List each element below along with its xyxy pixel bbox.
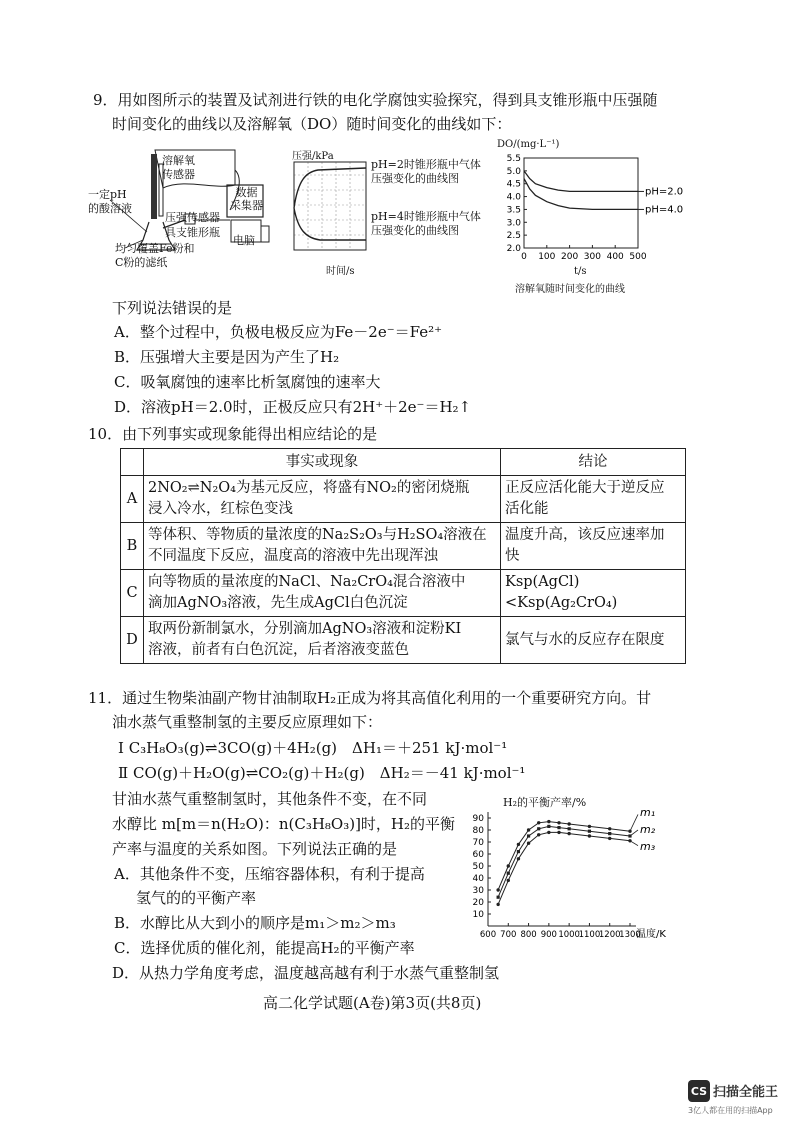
- pressure-label-ph2-2: 压强变化的曲线图: [371, 172, 459, 185]
- data-point: [608, 832, 611, 835]
- header-blank: [121, 449, 144, 476]
- series-label: m₂: [640, 823, 656, 836]
- q10-table: [120, 448, 686, 664]
- conclusion-line: 活化能: [505, 501, 549, 517]
- pressure-curve-ph2: [294, 168, 366, 208]
- x-tick-label: 1000: [558, 930, 580, 940]
- pressure-label-ph4-2: 压强变化的曲线图: [371, 224, 459, 237]
- data-point: [608, 827, 611, 830]
- q11-option-d: D．从热力学角度考虑，温度越高越有利于水蒸气重整制氢: [112, 964, 500, 982]
- q11-stem-line1: 11．通过生物柴油副产物甘油制取H₂正成为将其高值化利用的一个重要研究方向。甘: [88, 689, 652, 707]
- x-tick-label: 500: [629, 252, 647, 262]
- y-tick-label: 3.5: [506, 205, 521, 216]
- watermark-name: 扫描全能王: [713, 1085, 779, 1100]
- do-sensor-label-2: 传感器: [162, 168, 195, 181]
- do-chart-caption: 溶解氧随时间变化的曲线: [515, 284, 625, 295]
- x-tick-label: 1200: [598, 930, 621, 940]
- series-label: m₁: [640, 808, 656, 820]
- y-tick-label: 50: [472, 862, 484, 872]
- row-label: B: [121, 523, 144, 570]
- acid-label-2: 的酸溶液: [88, 202, 132, 215]
- x-tick-label: 400: [606, 252, 624, 262]
- y-tick-label: 4.0: [506, 192, 521, 203]
- pressure-chart: [290, 160, 370, 256]
- data-point: [496, 903, 499, 906]
- y-tick-label: 40: [472, 874, 484, 884]
- data-collector-label-1: 数据: [235, 186, 258, 199]
- q11-body-line1: 甘油水蒸气重整制氢时，其他条件不变，在不同: [112, 790, 428, 808]
- conclusion-line: 温度升高，该反应速率加: [505, 527, 665, 543]
- data-point: [507, 879, 510, 882]
- x-tick-label: 100: [538, 252, 556, 262]
- yield-chart-ylabel: H₂的平衡产率/%: [503, 796, 587, 809]
- y-tick-label: 90: [472, 814, 484, 824]
- conclusion-cell: [501, 523, 686, 570]
- series-label: m₃: [640, 839, 656, 853]
- data-point: [588, 834, 591, 837]
- pressure-sensor-label: 压强传感器: [165, 211, 220, 224]
- x-tick-label: 800: [520, 930, 537, 940]
- data-point: [497, 896, 500, 899]
- data-collector-label: [230, 186, 263, 212]
- data-point: [608, 837, 611, 840]
- fact-line: 等体积、等物质的量浓度的Na₂S₂O₃与H₂SO₄溶液在: [148, 527, 487, 543]
- computer-label: 电脑: [233, 234, 255, 247]
- y-tick-label: 10: [472, 910, 484, 920]
- q9-stem-line2: 时间变化的曲线以及溶解氧（DO）随时间变化的曲线如下：: [112, 115, 512, 133]
- conclusion-line: 氯气与水的反应存在限度: [505, 631, 665, 648]
- data-point: [537, 833, 540, 836]
- x-tick-label: 1100: [578, 930, 601, 940]
- flask-label: 具支锥形瓶: [165, 226, 220, 239]
- series-label: pH=2.0: [645, 186, 684, 198]
- conclusion-line: 快: [505, 548, 520, 564]
- fact-line: 浸入冷水，红棕色变浅: [148, 501, 293, 517]
- q11-option-b: B．水醇比从大到小的顺序是m₁＞m₂＞m₃: [114, 914, 396, 932]
- table-row: [121, 570, 686, 617]
- q10-stem: 10．由下列事实或现象能得出相应结论的是: [88, 425, 378, 443]
- y-tick-label: 60: [472, 850, 484, 860]
- do-sensor-label: [162, 154, 195, 182]
- row-label: D: [121, 617, 144, 664]
- row-label: C: [121, 570, 144, 617]
- data-point: [547, 825, 550, 828]
- q9-option-d: D．溶液pH＝2.0时，正极反应只有2H⁺＋2e⁻＝H₂↑: [114, 398, 472, 416]
- y-tick-label: 2.0: [506, 244, 521, 254]
- y-tick-label: 5.0: [506, 166, 521, 177]
- y-tick-label: 30: [472, 886, 484, 896]
- fact-line: 2NO₂⇌N₂O₄为基元反应，将盛有NO₂的密闭烧瓶: [148, 480, 470, 496]
- fact-line: 不同温度下反应，温度高的溶液中先出现浑浊: [148, 548, 438, 564]
- table-row: [121, 476, 686, 523]
- series-leader: [630, 814, 638, 831]
- y-tick-label: 5.5: [506, 154, 521, 164]
- do-plot-frame: [524, 158, 638, 248]
- fact-line: 取两份新制氯水，分别滴加AgNO₃溶液和淀粉KI: [148, 621, 462, 637]
- data-point: [557, 831, 560, 834]
- x-tick-label: 700: [500, 930, 517, 940]
- data-point: [517, 850, 520, 853]
- x-tick-label: 0: [521, 252, 527, 262]
- q11-reaction-2: Ⅱ CO(g)＋H₂O(g)⇌CO₂(g)＋H₂(g) ΔH₂＝－41 kJ·mol⁻¹: [118, 764, 526, 782]
- page-footer: 高二化学试题(A卷)第3页(共8页): [263, 994, 482, 1012]
- filter-paper-label-1: 均匀覆盖Fe粉和: [115, 242, 195, 255]
- pressure-label-ph2-1: pH=2时锥形瓶中气体: [371, 158, 481, 171]
- pressure-chart-xlabel: 时间/s: [326, 266, 355, 277]
- data-point: [537, 827, 540, 830]
- q10-table-header: [121, 449, 686, 476]
- pressure-label-ph4-1: pH=4时锥形瓶中气体: [371, 210, 481, 223]
- header-fact: 事实或现象: [144, 449, 501, 476]
- fact-cell: [144, 523, 501, 570]
- table-row: [121, 617, 686, 664]
- data-point: [567, 822, 570, 825]
- conclusion-line: 正反应活化能大于逆反应: [505, 480, 665, 496]
- data-point: [527, 828, 530, 831]
- y-tick-label: 2.5: [506, 231, 521, 242]
- do-chart: [492, 150, 692, 290]
- fact-line: 向等物质的量浓度的NaCl、Na₂CrO₄混合溶液中: [148, 574, 466, 590]
- pressure-label-ph2: [371, 158, 481, 186]
- camscanner-logo-icon: CS: [688, 1080, 710, 1102]
- q11-option-c: C．选择优质的催化剂，能提高H₂的平衡产率: [114, 939, 415, 957]
- fact-cell: [144, 617, 501, 664]
- fact-line: 溶液，前者有白色沉淀，后者溶液变蓝色: [148, 642, 409, 658]
- pressure-label-ph4: [371, 210, 481, 238]
- q11-reaction-1: Ⅰ C₃H₈O₃(g)⇌3CO(g)＋4H₂(g) ΔH₁＝＋251 kJ·mol⁻¹: [118, 739, 508, 757]
- filter-paper-label-2: C粉的滤纸: [115, 256, 168, 269]
- acid-label-1: 一定pH: [88, 188, 127, 201]
- row-label: A: [121, 476, 144, 523]
- do-chart-ylabel: DO/(mg·L⁻¹): [497, 139, 560, 150]
- x-tick-label: 900: [540, 930, 557, 940]
- data-point: [537, 821, 540, 824]
- watermark-tagline: 3亿人都在用的扫描App: [688, 1106, 773, 1115]
- data-point: [567, 832, 570, 835]
- data-point: [496, 888, 499, 891]
- data-point: [547, 820, 550, 823]
- conclusion-cell: [501, 570, 686, 617]
- y-tick-label: 4.5: [506, 179, 521, 190]
- q9-option-b: B．压强增大主要是因为产生了H₂: [114, 348, 340, 366]
- x-tick-label: 300: [583, 252, 601, 262]
- q11-body-line2: 水醇比 m[m＝n(H₂O)：n(C₃H₈O₃)]时，H₂的平衡: [112, 815, 456, 833]
- data-point: [568, 827, 571, 830]
- data-point: [628, 839, 631, 842]
- q11-option-a-cont: 氢气的的平衡产率: [136, 889, 257, 907]
- fact-cell: [144, 570, 501, 617]
- series-label: pH=4.0: [645, 204, 684, 216]
- series-leader: [630, 841, 638, 846]
- data-point: [517, 857, 520, 860]
- fact-line: 滴加AgNO₃溶液，先生成AgCl白色沉淀: [148, 595, 408, 611]
- data-point: [527, 834, 530, 837]
- y-tick-label: 80: [472, 826, 484, 836]
- conclusion-cell: [501, 476, 686, 523]
- data-point: [507, 864, 510, 867]
- data-point: [628, 830, 631, 833]
- x-tick-label: 1300: [619, 930, 641, 940]
- data-point: [527, 842, 530, 845]
- data-point: [557, 826, 560, 829]
- q11-option-a: A．其他条件不变，压缩容器体积，有利于提高: [114, 865, 425, 883]
- header-conclusion: 结论: [501, 449, 686, 476]
- q9-option-a: A．整个过程中，负极电极反应为Fe－2e⁻＝Fe²⁺: [114, 323, 443, 341]
- data-point: [588, 825, 591, 828]
- q11-body-line3: 产率与温度的关系如图。下列说法正确的是: [112, 840, 398, 858]
- y-tick-label: 3.0: [506, 218, 521, 229]
- q9-stem-line1: 9．用如图所示的装置及试剂进行铁的电化学腐蚀实验探究，得到具支锥形瓶中压强随: [93, 91, 658, 109]
- data-point: [588, 830, 591, 833]
- conclusion-line: Ksp(AgCl)<Ksp(Ag₂CrO₄): [505, 574, 618, 611]
- fact-cell: [144, 476, 501, 523]
- do-series-line: [524, 179, 638, 210]
- yield-chart: [460, 808, 690, 948]
- yield-series-line: [498, 822, 630, 890]
- data-point: [517, 843, 520, 846]
- conclusion-cell: [501, 617, 686, 664]
- data-collector-label-2: 采集器: [230, 199, 263, 212]
- x-tick-label: 200: [561, 252, 579, 262]
- do-series-line: [524, 171, 638, 192]
- q9-prompt: 下列说法错误的是: [112, 299, 233, 317]
- data-point: [507, 872, 510, 875]
- data-point: [547, 831, 550, 834]
- table-row: [121, 523, 686, 570]
- x-tick-label: 600: [479, 930, 497, 940]
- yield-chart-xlabel: 温度/K: [636, 929, 666, 940]
- q11-stem-line2: 油水蒸气重整制氢的主要反应原理如下：: [112, 713, 383, 731]
- do-sensor-label-1: 溶解氧: [162, 154, 195, 167]
- acid-label: [88, 188, 132, 216]
- y-tick-label: 20: [472, 898, 484, 908]
- do-chart-xlabel: t/s: [574, 266, 587, 277]
- q9-option-c: C．吸氧腐蚀的速率比析氢腐蚀的速率大: [114, 373, 381, 391]
- filter-paper-label: [115, 242, 195, 270]
- data-point: [557, 821, 560, 824]
- y-tick-label: 70: [472, 838, 484, 848]
- pressure-chart-ylabel: 压强/kPa: [292, 151, 334, 162]
